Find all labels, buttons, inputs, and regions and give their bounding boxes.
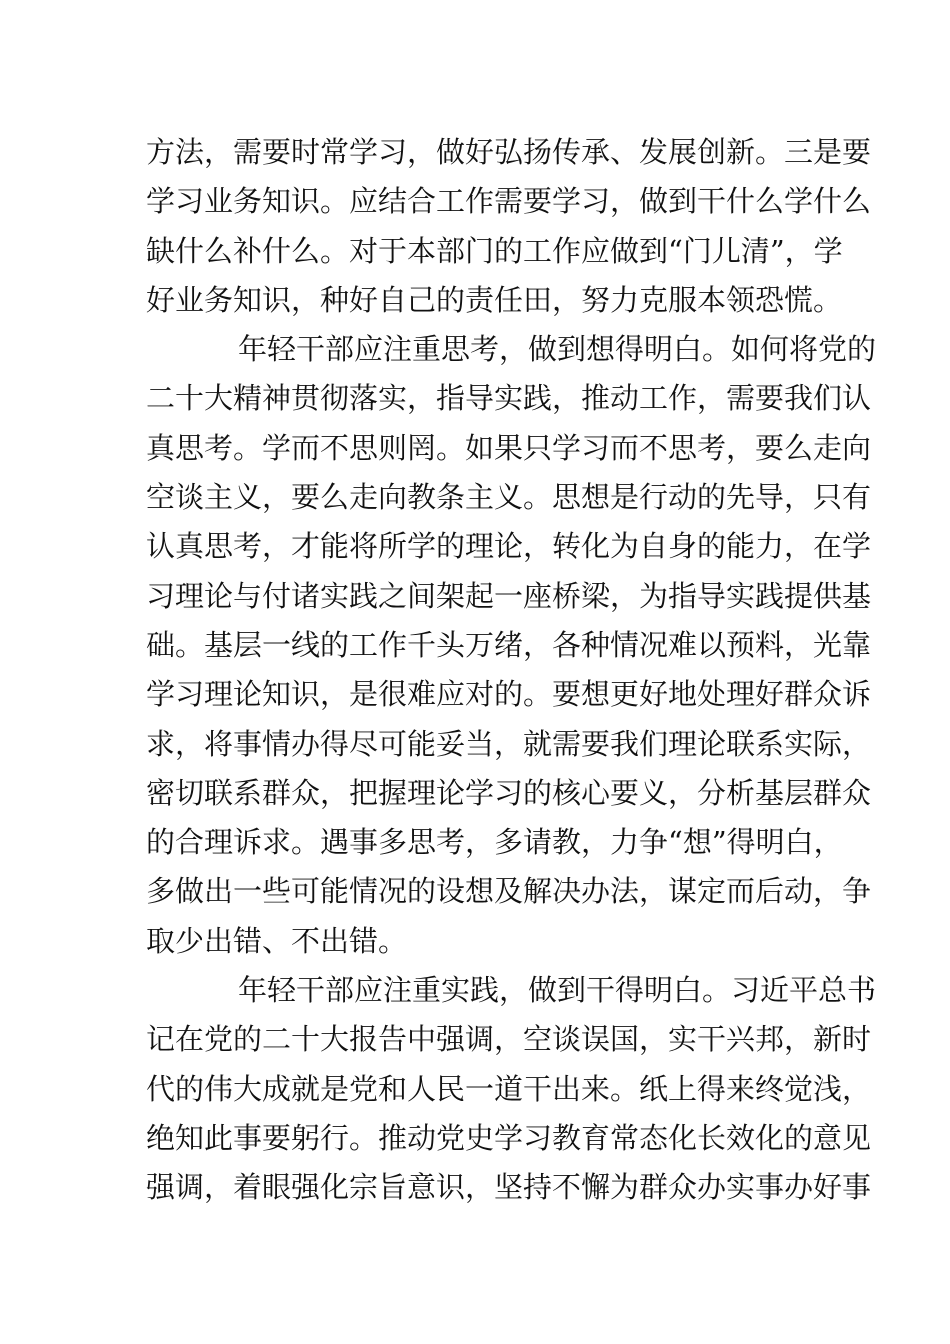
text-line: 缺什么补什么。对于本部门的工作应做到“门儿清”，学 <box>146 233 843 268</box>
text-line: 好业务知识，种好自己的责任田，努力克服本领恐慌。 <box>146 282 843 317</box>
paragraph-first-line: 年轻干部应注重实践，做到干得明白。习近平总书 <box>238 973 877 1008</box>
text-line: 求，将事情办得尽可能妥当，就需要我们理论联系实际， <box>146 726 872 761</box>
text-line: 学习业务知识。应结合工作需要学习，做到干什么学什么 <box>146 184 872 219</box>
text-line: 取少出错、不出错。 <box>146 923 408 958</box>
text-line: 空谈主义，要么走向教条主义。思想是行动的先导，只有 <box>146 480 872 515</box>
text-line: 强调，着眼强化宗旨意识，坚持不懈为群众办实事办好事 <box>146 1170 872 1205</box>
text-line: 多做出一些可能情况的设想及解决办法，谋定而后动，争 <box>146 874 872 909</box>
paragraph-first-line: 年轻干部应注重思考，做到想得明白。如何将党的 <box>238 332 877 367</box>
text-line: 认真思考，才能将所学的理论，转化为自身的能力，在学 <box>146 529 872 564</box>
text-line: 的合理诉求。遇事多思考，多请教，力争“想”得明白， <box>146 825 843 860</box>
text-line: 二十大精神贯彻落实，指导实践，推动工作，需要我们认 <box>146 381 872 416</box>
text-line: 记在党的二十大报告中强调，空谈误国，实干兴邦，新时 <box>146 1022 872 1057</box>
text-line: 代的伟大成就是党和人民一道干出来。纸上得来终觉浅， <box>146 1071 872 1106</box>
text-line: 学习理论知识，是很难应对的。要想更好地处理好群众诉 <box>146 677 872 712</box>
text-line: 密切联系群众，把握理论学习的核心要义，分析基层群众 <box>146 775 872 810</box>
document-body-text <box>146 128 877 1213</box>
text-line: 习理论与付诸实践之间架起一座桥梁，为指导实践提供基 <box>146 578 872 613</box>
text-line: 真思考。学而不思则罔。如果只学习而不思考，要么走向 <box>146 430 872 465</box>
text-line: 方法，需要时常学习，做好弘扬传承、发展创新。三是要 <box>146 135 872 169</box>
text-line: 础。基层一线的工作千头万绪，各种情况难以预料，光靠 <box>146 627 872 662</box>
text-line: 绝知此事要躬行。推动党史学习教育常态化长效化的意见 <box>146 1120 872 1155</box>
